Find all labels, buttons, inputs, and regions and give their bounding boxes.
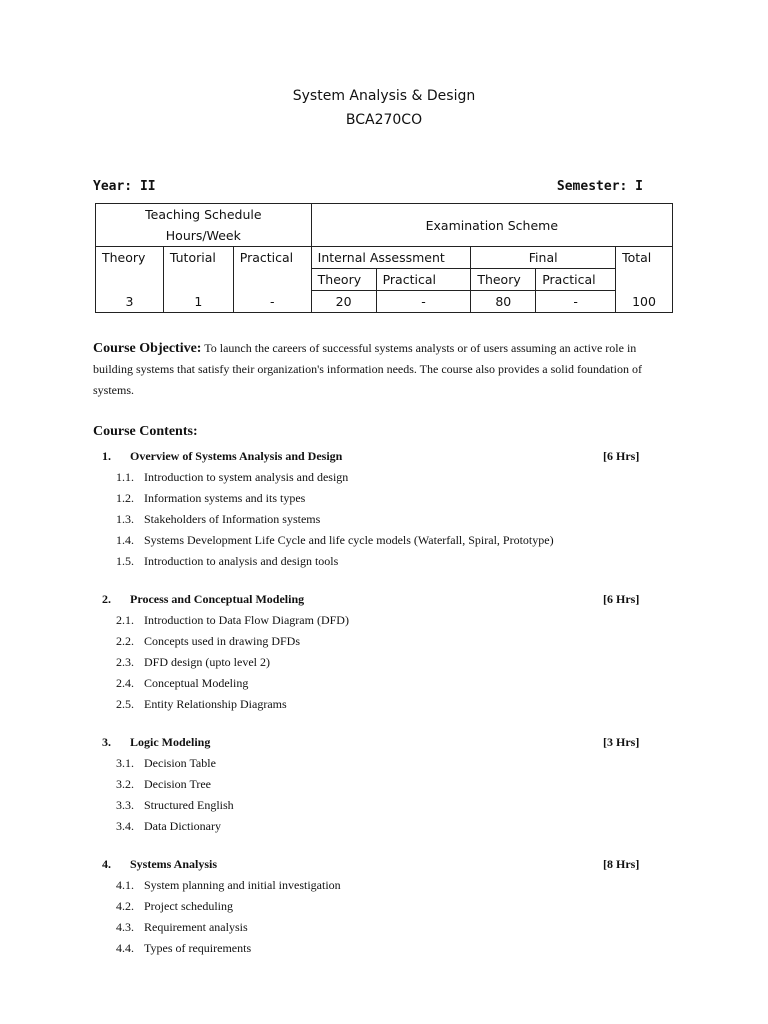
unit-section [93,589,653,715]
topic-number: 1.5. [116,554,134,568]
topic-text: Project scheduling [144,899,233,913]
topic-number: 3.4. [116,819,134,833]
topic-number: 3.2. [116,777,134,791]
topic-number: 2.2. [116,634,134,648]
total-value: 100 [616,291,673,313]
ia-practical-header: Practical [376,269,471,291]
topic-item [93,753,653,774]
topic-item [93,673,653,694]
internal-assessment-header: Internal Assessment [311,247,471,269]
final-theory-header: Theory [471,269,536,291]
tutorial-value: 1 [163,291,233,313]
unit-hours: [3 Hrs] [603,735,640,749]
unit-heading [93,446,653,467]
theory-value: 3 [96,291,164,313]
empty-cell [616,269,673,291]
topic-text: Systems Development Life Cycle and life cycle models (Waterfall, Spiral, Prototype) [144,533,554,547]
ia-theory-header: Theory [311,269,376,291]
unit-title: Process and Conceptual Modeling [130,592,305,606]
topic-number: 2.4. [116,676,134,690]
unit-title: Logic Modeling [130,735,211,749]
topic-item [93,610,653,631]
course-code: BCA270CO [345,112,423,128]
course-objective-text: To launch the careers of successful systems analysts or of users assuming an active role in building systems that satisfy their organization's information needs. The course also provides a solid foundation of systems. [93,341,642,397]
teaching-schedule-header: Teaching Schedule [96,204,312,226]
topic-item [93,551,653,572]
topic-number: 1.4. [116,533,134,547]
topic-number: 2.1. [116,613,134,627]
topic-item [93,631,653,652]
topic-item [93,467,653,488]
topic-number: 4.3. [116,920,134,934]
unit-number: 2. [102,592,111,606]
total-header: Total [616,247,673,269]
unit-number: 1. [102,449,111,463]
topic-text: DFD design (upto level 2) [144,655,270,669]
topic-number: 4.4. [116,941,134,955]
course-contents-title: Course Contents: [93,424,198,439]
topic-item [93,694,653,715]
topic-text: Introduction to system analysis and design [144,470,349,484]
ia-theory-value: 20 [311,291,376,313]
empty-cell [96,269,164,291]
topic-number: 1.1. [116,470,134,484]
course-objective [93,338,675,401]
topic-text: Information systems and its types [144,491,306,505]
topic-text: Introduction to analysis and design tools [144,554,339,568]
unit-title: Overview of Systems Analysis and Design [130,449,343,463]
empty-cell [233,269,311,291]
topic-item [93,816,653,837]
topic-item [93,488,653,509]
topic-number: 4.2. [116,899,134,913]
empty-cell [163,269,233,291]
topic-text: Data Dictionary [144,819,221,833]
unit-section [93,732,653,837]
course-objective-label: Course Objective: [93,341,202,356]
unit-number: 4. [102,857,111,871]
unit-number: 3. [102,735,111,749]
topic-item [93,509,653,530]
topic-item [93,652,653,673]
topic-number: 3.1. [116,756,134,770]
topic-text: Introduction to Data Flow Diagram (DFD) [144,613,349,627]
topic-item [93,917,653,938]
final-practical-header: Practical [536,269,616,291]
unit-title: Systems Analysis [130,857,218,871]
year-label: Year: II [93,179,156,194]
topic-number: 2.3. [116,655,134,669]
topic-number: 3.3. [116,798,134,812]
topic-item [93,530,653,551]
topic-text: Requirement analysis [144,920,248,934]
final-theory-value: 80 [471,291,536,313]
theory-header: Theory [96,247,164,269]
topic-item [93,896,653,917]
examination-scheme-header: Examination Scheme [311,204,672,247]
topic-text: Entity Relationship Diagrams [144,697,287,711]
topic-text: System planning and initial investigation [144,878,341,892]
course-title: System Analysis & Design [292,88,476,104]
topic-item [93,795,653,816]
topic-text: Conceptual Modeling [144,676,249,690]
tutorial-header: Tutorial [163,247,233,269]
unit-heading [93,732,653,753]
topic-item [93,875,653,896]
unit-section [93,446,653,572]
schedule-table [95,203,673,313]
topic-text: Decision Table [144,756,216,770]
practical-value: - [233,291,311,313]
ia-practical-value: - [376,291,471,313]
practical-header: Practical [233,247,311,269]
final-header: Final [471,247,616,269]
topic-text: Concepts used in drawing DFDs [144,634,300,648]
year-semester-row [93,179,643,194]
unit-heading [93,589,653,610]
semester-label: Semester: I [556,179,643,194]
topic-number: 4.1. [116,878,134,892]
final-practical-value: - [536,291,616,313]
unit-heading [93,854,653,875]
topic-item [93,938,653,959]
topic-number: 1.2. [116,491,134,505]
topic-text: Types of requirements [144,941,252,955]
course-units [93,446,653,976]
topic-item [93,774,653,795]
unit-hours: [6 Hrs] [603,449,640,463]
topic-text: Decision Tree [144,777,211,791]
topic-text: Structured English [144,798,234,812]
unit-hours: [6 Hrs] [603,592,640,606]
topic-number: 1.3. [116,512,134,526]
topic-number: 2.5. [116,697,134,711]
hours-week-header: Hours/Week [96,225,312,247]
unit-section [93,854,653,959]
topic-text: Stakeholders of Information systems [144,512,321,526]
unit-hours: [8 Hrs] [603,857,640,871]
